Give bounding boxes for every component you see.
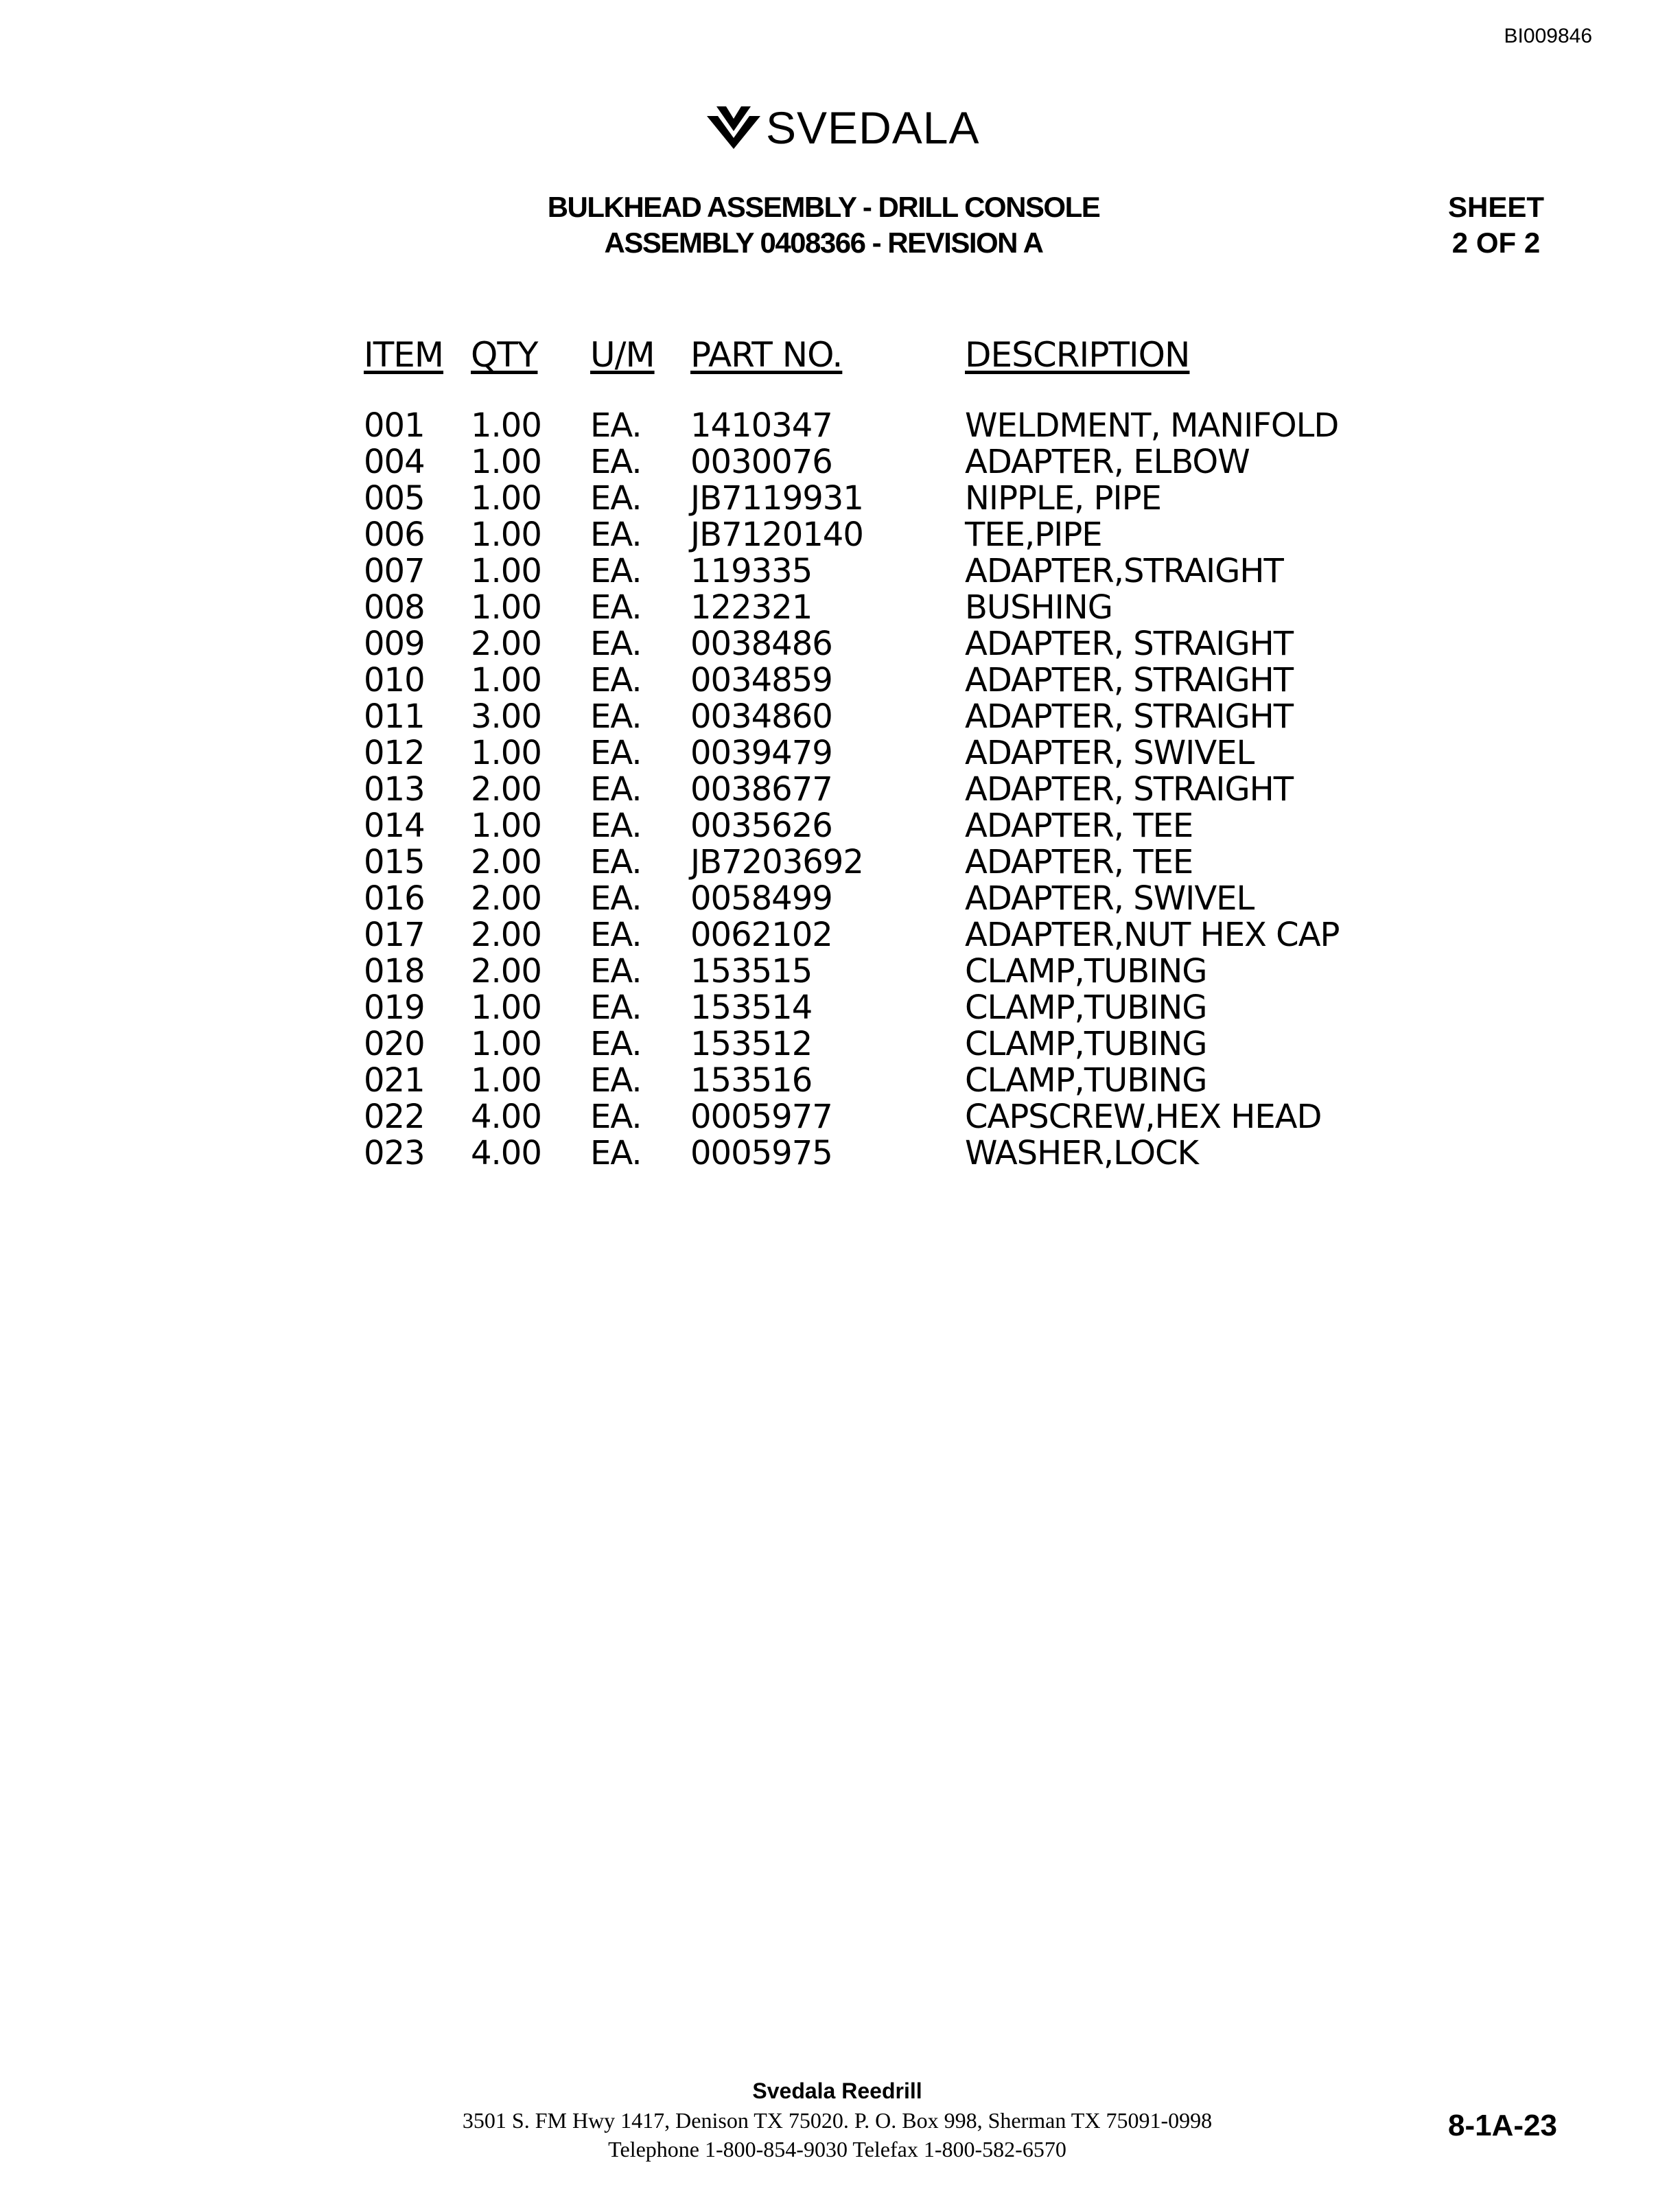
table-row (364, 1135, 1377, 1172)
cell-qty: 1.00 (471, 406, 541, 445)
cell-item: 008 (364, 588, 425, 627)
cell-qty: 1.00 (471, 516, 541, 554)
table-row (364, 808, 1377, 844)
header-um: U/M (590, 335, 655, 375)
cell-um: EA. (590, 807, 642, 845)
cell-qty: 1.00 (471, 1025, 541, 1063)
cell-qty: 1.00 (471, 661, 541, 699)
cell-description: CLAMP,TUBING (965, 1061, 1207, 1100)
table-row (364, 917, 1377, 953)
cell-part-no: 0034860 (690, 697, 832, 736)
company-logo (707, 102, 979, 154)
cell-item: 006 (364, 516, 425, 554)
parts-list-table (364, 331, 1377, 1172)
cell-description: ADAPTER, TEE (965, 807, 1193, 845)
cell-part-no: 153516 (690, 1061, 813, 1100)
cell-part-no: 0005975 (690, 1134, 832, 1172)
cell-part-no: JB7203692 (690, 843, 863, 881)
cell-item: 011 (364, 697, 425, 736)
cell-item: 012 (364, 734, 425, 772)
cell-qty: 1.00 (471, 588, 541, 627)
cell-part-no: 119335 (690, 552, 813, 590)
cell-part-no: 0035626 (690, 807, 832, 845)
cell-um: EA. (590, 697, 642, 736)
svedala-chevron-logo-icon (707, 106, 760, 149)
cell-item: 014 (364, 807, 425, 845)
cell-part-no: JB7119931 (690, 479, 863, 518)
cell-description: ADAPTER, STRAIGHT (965, 661, 1294, 699)
cell-item: 019 (364, 988, 425, 1027)
cell-um: EA. (590, 588, 642, 627)
cell-part-no: 153515 (690, 952, 813, 991)
cell-qty: 2.00 (471, 879, 541, 918)
cell-um: EA. (590, 552, 642, 590)
cell-qty: 2.00 (471, 625, 541, 663)
cell-description: WELDMENT, MANIFOLD (965, 406, 1339, 445)
cell-um: EA. (590, 443, 642, 481)
title-line-1: BULKHEAD ASSEMBLY - DRILL CONSOLE (547, 191, 1100, 223)
cell-item: 018 (364, 952, 425, 991)
cell-um: EA. (590, 916, 642, 954)
table-row (364, 735, 1377, 772)
header-description: DESCRIPTION (965, 335, 1190, 375)
sheet-indicator (1441, 189, 1551, 261)
cell-description: CLAMP,TUBING (965, 1025, 1207, 1063)
table-row (364, 1026, 1377, 1063)
cell-qty: 1.00 (471, 479, 541, 518)
table-row (364, 881, 1377, 917)
cell-um: EA. (590, 661, 642, 699)
sheet-count: 2 OF 2 (1451, 227, 1541, 259)
cell-description: BUSHING (965, 588, 1112, 627)
cell-qty: 2.00 (471, 916, 541, 954)
table-row (364, 626, 1377, 662)
cell-description: ADAPTER,NUT HEX CAP (965, 916, 1340, 954)
cell-part-no: 0030076 (690, 443, 832, 481)
cell-part-no: 122321 (690, 588, 813, 627)
cell-um: EA. (590, 625, 642, 663)
header-part-no: PART NO. (690, 335, 843, 375)
table-body (364, 408, 1377, 1172)
cell-qty: 3.00 (471, 697, 541, 736)
table-row (364, 480, 1377, 517)
cell-description: ADAPTER, SWIVEL (965, 879, 1255, 918)
footer-phone: Telephone 1-800-854-9030 Telefax 1-800-582-6570 (608, 2137, 1066, 2162)
footer-company: Svedala Reedrill (752, 2078, 922, 2103)
footer-address: 3501 S. FM Hwy 1417, Denison TX 75020. P. O. Box 998, Sherman TX 75091-0998 (462, 2108, 1213, 2133)
cell-um: EA. (590, 1061, 642, 1100)
cell-item: 010 (364, 661, 425, 699)
cell-um: EA. (590, 988, 642, 1027)
cell-item: 023 (364, 1134, 425, 1172)
cell-um: EA. (590, 879, 642, 918)
cell-part-no: 153514 (690, 988, 813, 1027)
cell-part-no: JB7120140 (690, 516, 863, 554)
cell-item: 001 (364, 406, 425, 445)
table-row (364, 408, 1377, 444)
cell-part-no: 0038677 (690, 770, 832, 809)
cell-item: 021 (364, 1061, 425, 1100)
cell-um: EA. (590, 734, 642, 772)
cell-item: 016 (364, 879, 425, 918)
cell-um: EA. (590, 1134, 642, 1172)
cell-qty: 4.00 (471, 1098, 541, 1136)
cell-item: 013 (364, 770, 425, 809)
table-row (364, 1063, 1377, 1099)
table-row (364, 662, 1377, 699)
cell-qty: 2.00 (471, 843, 541, 881)
logo-wordmark: SVEDALA (766, 102, 980, 153)
table-row (364, 844, 1377, 881)
table-row (364, 990, 1377, 1026)
cell-qty: 4.00 (471, 1134, 541, 1172)
document-id: BI009846 (1504, 25, 1592, 47)
cell-description: TEE,PIPE (965, 516, 1102, 554)
cell-part-no: 0058499 (690, 879, 832, 918)
cell-description: NIPPLE, PIPE (965, 479, 1161, 518)
cell-um: EA. (590, 1025, 642, 1063)
title-line-2: ASSEMBLY 0408366 - REVISION A (604, 227, 1043, 259)
cell-part-no: 0005977 (690, 1098, 832, 1136)
cell-description: CLAMP,TUBING (965, 952, 1207, 991)
table-row (364, 517, 1377, 553)
cell-qty: 1.00 (471, 988, 541, 1027)
cell-item: 020 (364, 1025, 425, 1063)
cell-qty: 1.00 (471, 443, 541, 481)
header-qty: QTY (471, 335, 538, 375)
cell-item: 015 (364, 843, 425, 881)
cell-qty: 2.00 (471, 952, 541, 991)
cell-item: 005 (364, 479, 425, 518)
cell-item: 007 (364, 552, 425, 590)
cell-description: ADAPTER, STRAIGHT (965, 625, 1294, 663)
cell-item: 009 (364, 625, 425, 663)
cell-description: CLAMP,TUBING (965, 988, 1207, 1027)
table-row (364, 553, 1377, 590)
cell-qty: 2.00 (471, 770, 541, 809)
table-header-row (364, 331, 1377, 379)
sheet-label: SHEET (1447, 191, 1545, 223)
cell-um: EA. (590, 843, 642, 881)
cell-qty: 1.00 (471, 807, 541, 845)
cell-item: 022 (364, 1098, 425, 1136)
cell-um: EA. (590, 406, 642, 445)
cell-description: ADAPTER, STRAIGHT (965, 697, 1294, 736)
table-row (364, 772, 1377, 808)
cell-part-no: 0038486 (690, 625, 832, 663)
cell-qty: 1.00 (471, 552, 541, 590)
cell-part-no: 0062102 (690, 916, 832, 954)
cell-part-no: 1410347 (690, 406, 832, 445)
cell-um: EA. (590, 1098, 642, 1136)
cell-um: EA. (590, 516, 642, 554)
table-row (364, 699, 1377, 735)
cell-part-no: 153512 (690, 1025, 813, 1063)
table-row (364, 953, 1377, 990)
cell-item: 004 (364, 443, 425, 481)
cell-um: EA. (590, 479, 642, 518)
cell-qty: 1.00 (471, 1061, 541, 1100)
cell-item: 017 (364, 916, 425, 954)
table-row (364, 1099, 1377, 1135)
header-item: ITEM (364, 335, 444, 375)
document-title (480, 189, 1167, 261)
cell-description: WASHER,LOCK (965, 1134, 1198, 1172)
table-row (364, 444, 1377, 480)
cell-description: ADAPTER, TEE (965, 843, 1193, 881)
footer (412, 2076, 1263, 2164)
cell-part-no: 0039479 (690, 734, 832, 772)
cell-um: EA. (590, 952, 642, 991)
cell-description: CAPSCREW,HEX HEAD (965, 1098, 1322, 1136)
cell-description: ADAPTER, ELBOW (965, 443, 1250, 481)
cell-qty: 1.00 (471, 734, 541, 772)
cell-description: ADAPTER, SWIVEL (965, 734, 1255, 772)
cell-description: ADAPTER, STRAIGHT (965, 770, 1294, 809)
page-number: 8-1A-23 (1448, 2109, 1557, 2142)
cell-description: ADAPTER,STRAIGHT (965, 552, 1283, 590)
cell-part-no: 0034859 (690, 661, 832, 699)
cell-um: EA. (590, 770, 642, 809)
table-row (364, 590, 1377, 626)
